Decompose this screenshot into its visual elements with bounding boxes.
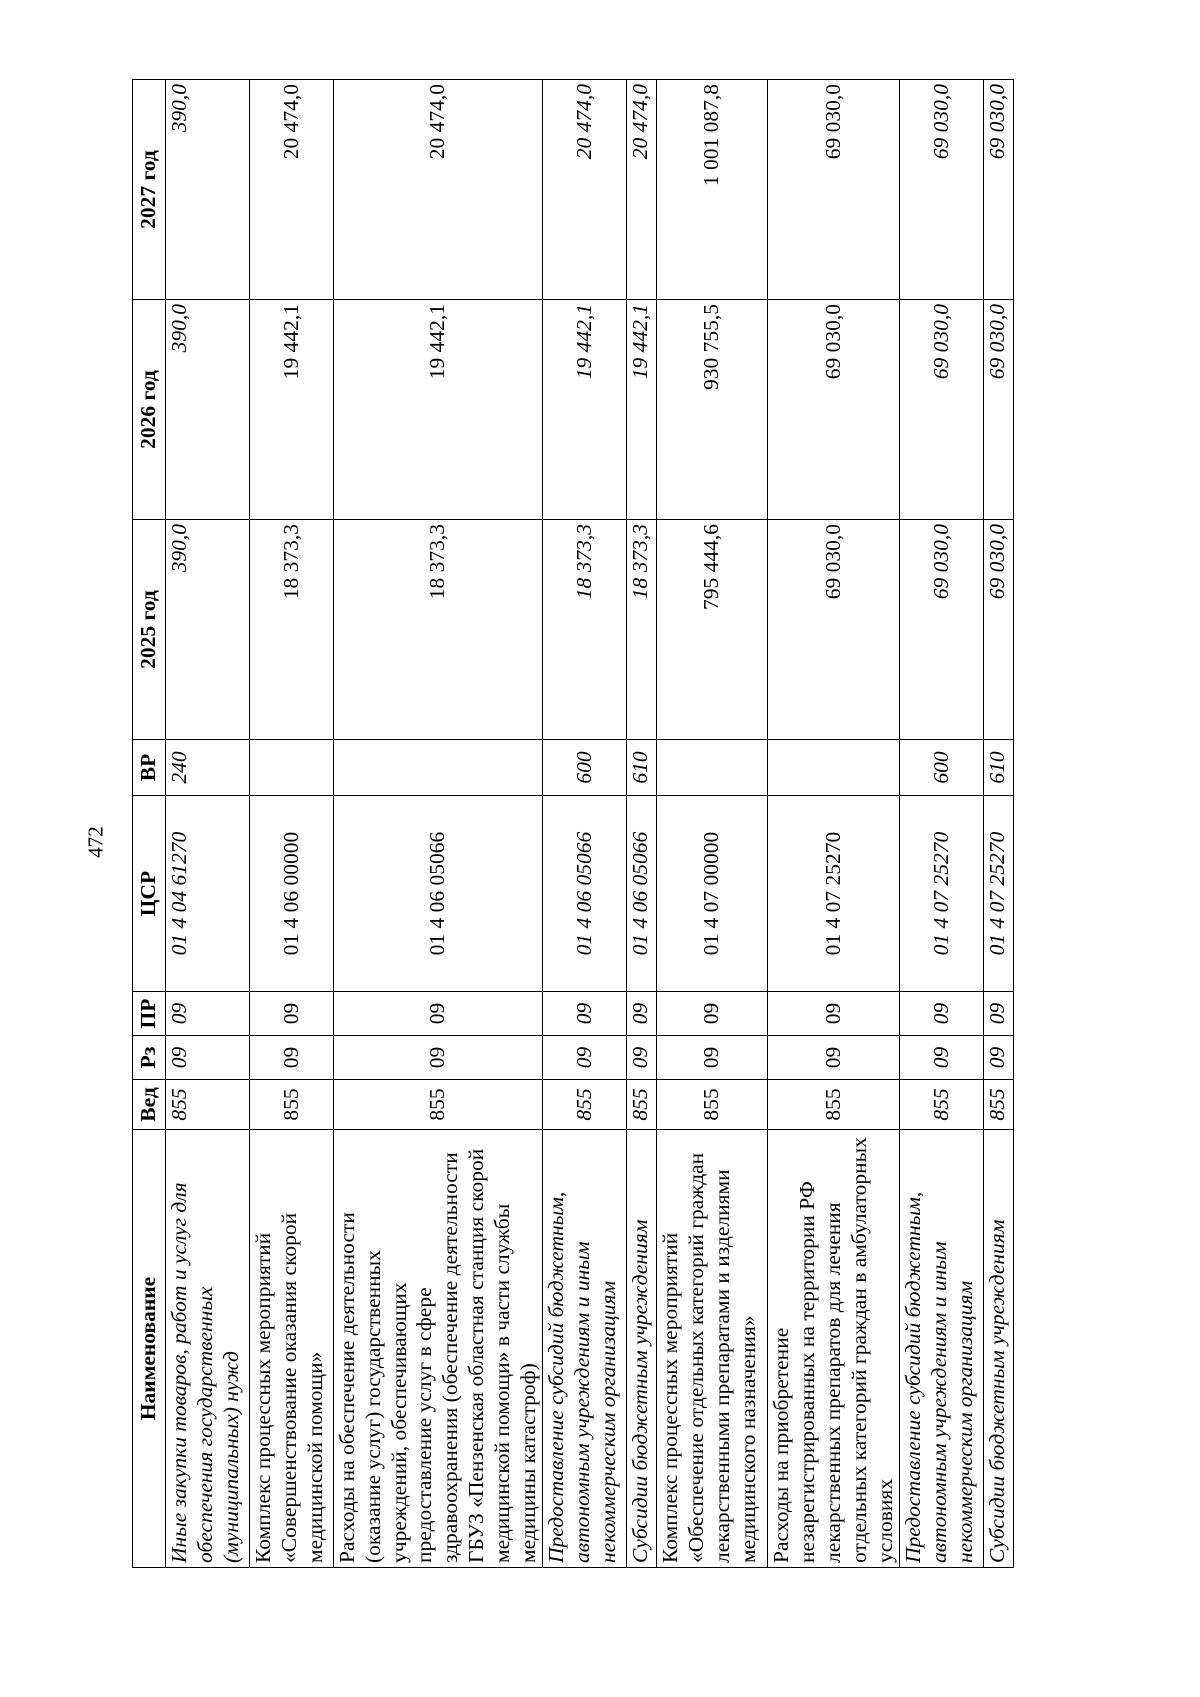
cell-vr	[768, 740, 900, 796]
rotated-table-wrapper	[132, 80, 1010, 1568]
header-rz: Рз	[133, 1036, 166, 1080]
cell-pr: 09	[768, 992, 900, 1036]
page-number: 472	[83, 826, 108, 858]
cell-vr: 240	[166, 740, 250, 796]
header-2027: 2027 год	[133, 80, 166, 300]
table-row	[334, 80, 543, 1568]
cell-vr: 610	[984, 740, 1014, 796]
cell-rz: 09	[768, 1036, 900, 1080]
cell-2026: 390,0	[166, 300, 250, 520]
cell-csr: 01 4 06 05066	[543, 796, 627, 992]
cell-ved: 855	[166, 1080, 250, 1130]
cell-ved: 855	[627, 1080, 657, 1130]
cell-2027: 390,0	[166, 80, 250, 300]
cell-pr: 09	[984, 992, 1014, 1036]
cell-2027: 20 474,0	[250, 80, 334, 300]
cell-2025: 390,0	[166, 520, 250, 740]
table-row	[657, 80, 768, 1568]
cell-ved: 855	[250, 1080, 334, 1130]
cell-name: Предоставление субсидий бюджетным, автономным учреждениям и иным некоммерческим организациям	[900, 1130, 984, 1568]
cell-name: Иные закупки товаров, работ и услуг для обеспечения государственных (муниципальных) нужд	[166, 1130, 250, 1568]
budget-table	[132, 79, 1014, 1568]
cell-2025: 18 373,3	[250, 520, 334, 740]
cell-csr: 01 4 07 25270	[984, 796, 1014, 992]
cell-pr: 09	[334, 992, 543, 1036]
cell-ved: 855	[768, 1080, 900, 1130]
cell-csr: 01 4 07 25270	[900, 796, 984, 992]
cell-name: Комплекс процессных мероприятий «Обеспечение отдельных категорий граждан лекарственными препаратами и изделиями медицинского назначения»	[657, 1130, 768, 1568]
cell-name: Предоставление субсидий бюджетным, автономным учреждениям и иным некоммерческим организациям	[543, 1130, 627, 1568]
cell-csr: 01 4 06 05066	[627, 796, 657, 992]
table-row	[900, 80, 984, 1568]
header-2025: 2025 год	[133, 520, 166, 740]
cell-name: Комплекс процессных мероприятий «Совершенствование оказания скорой медицинской помощи»	[250, 1130, 334, 1568]
cell-ved: 855	[900, 1080, 984, 1130]
cell-2027: 69 030,0	[768, 80, 900, 300]
cell-rz: 09	[334, 1036, 543, 1080]
cell-pr: 09	[543, 992, 627, 1036]
cell-2025: 795 444,6	[657, 520, 768, 740]
cell-vr	[334, 740, 543, 796]
cell-2026: 930 755,5	[657, 300, 768, 520]
header-name: Наименование	[133, 1130, 166, 1568]
cell-2027: 69 030,0	[900, 80, 984, 300]
cell-vr: 600	[900, 740, 984, 796]
cell-rz: 09	[166, 1036, 250, 1080]
cell-pr: 09	[250, 992, 334, 1036]
cell-2026: 19 442,1	[250, 300, 334, 520]
cell-ved: 855	[984, 1080, 1014, 1130]
cell-vr: 610	[627, 740, 657, 796]
cell-2026: 19 442,1	[334, 300, 543, 520]
cell-2027: 20 474,0	[543, 80, 627, 300]
cell-pr: 09	[900, 992, 984, 1036]
table-row	[627, 80, 657, 1568]
cell-ved: 855	[543, 1080, 627, 1130]
cell-2026: 69 030,0	[984, 300, 1014, 520]
table-row	[166, 80, 250, 1568]
cell-rz: 09	[900, 1036, 984, 1080]
cell-2025: 69 030,0	[768, 520, 900, 740]
cell-csr: 01 4 06 00000	[250, 796, 334, 992]
header-ved: Вед	[133, 1080, 166, 1130]
cell-vr	[250, 740, 334, 796]
cell-pr: 09	[627, 992, 657, 1036]
cell-2025: 69 030,0	[900, 520, 984, 740]
cell-2025: 18 373,3	[627, 520, 657, 740]
cell-rz: 09	[627, 1036, 657, 1080]
cell-2025: 18 373,3	[543, 520, 627, 740]
cell-csr: 01 4 07 00000	[657, 796, 768, 992]
cell-ved: 855	[334, 1080, 543, 1130]
cell-2027: 69 030,0	[984, 80, 1014, 300]
cell-2026: 19 442,1	[627, 300, 657, 520]
cell-rz: 09	[657, 1036, 768, 1080]
cell-pr: 09	[166, 992, 250, 1036]
cell-csr: 01 4 06 05066	[334, 796, 543, 992]
cell-2026: 19 442,1	[543, 300, 627, 520]
cell-2027: 1 001 087,8	[657, 80, 768, 300]
cell-2027: 20 474,0	[627, 80, 657, 300]
cell-name: Субсидии бюджетным учреждениям	[984, 1130, 1014, 1568]
header-pr: ПР	[133, 992, 166, 1036]
cell-pr: 09	[657, 992, 768, 1036]
cell-vr: 600	[543, 740, 627, 796]
cell-2026: 69 030,0	[768, 300, 900, 520]
table-row	[984, 80, 1014, 1568]
cell-name: Расходы на приобретение незарегистрированных на территории РФ лекарственных препаратов для лечения отдельных категорий граждан в амбулаторных условиях	[768, 1130, 900, 1568]
table-row	[250, 80, 334, 1568]
cell-2027: 20 474,0	[334, 80, 543, 300]
cell-csr: 01 4 04 61270	[166, 796, 250, 992]
cell-vr	[657, 740, 768, 796]
cell-csr: 01 4 07 25270	[768, 796, 900, 992]
cell-name: Расходы на обеспечение деятельности (оказание услуг) государственных учреждений, обеспечивающих предоставление услуг в сфере здравоохранения (обеспечение деятельности ГБУЗ «Пензенская областная станция скорой медицинской помощи» в части службы медицины катастроф)	[334, 1130, 543, 1568]
cell-2025: 18 373,3	[334, 520, 543, 740]
cell-rz: 09	[543, 1036, 627, 1080]
cell-2025: 69 030,0	[984, 520, 1014, 740]
cell-ved: 855	[657, 1080, 768, 1130]
header-csr: ЦСР	[133, 796, 166, 992]
cell-rz: 09	[984, 1036, 1014, 1080]
cell-2026: 69 030,0	[900, 300, 984, 520]
cell-name: Субсидии бюджетным учреждениям	[627, 1130, 657, 1568]
table-header-row	[133, 80, 166, 1568]
cell-rz: 09	[250, 1036, 334, 1080]
table-row	[543, 80, 627, 1568]
header-vr: ВР	[133, 740, 166, 796]
header-2026: 2026 год	[133, 300, 166, 520]
table-row	[768, 80, 900, 1568]
